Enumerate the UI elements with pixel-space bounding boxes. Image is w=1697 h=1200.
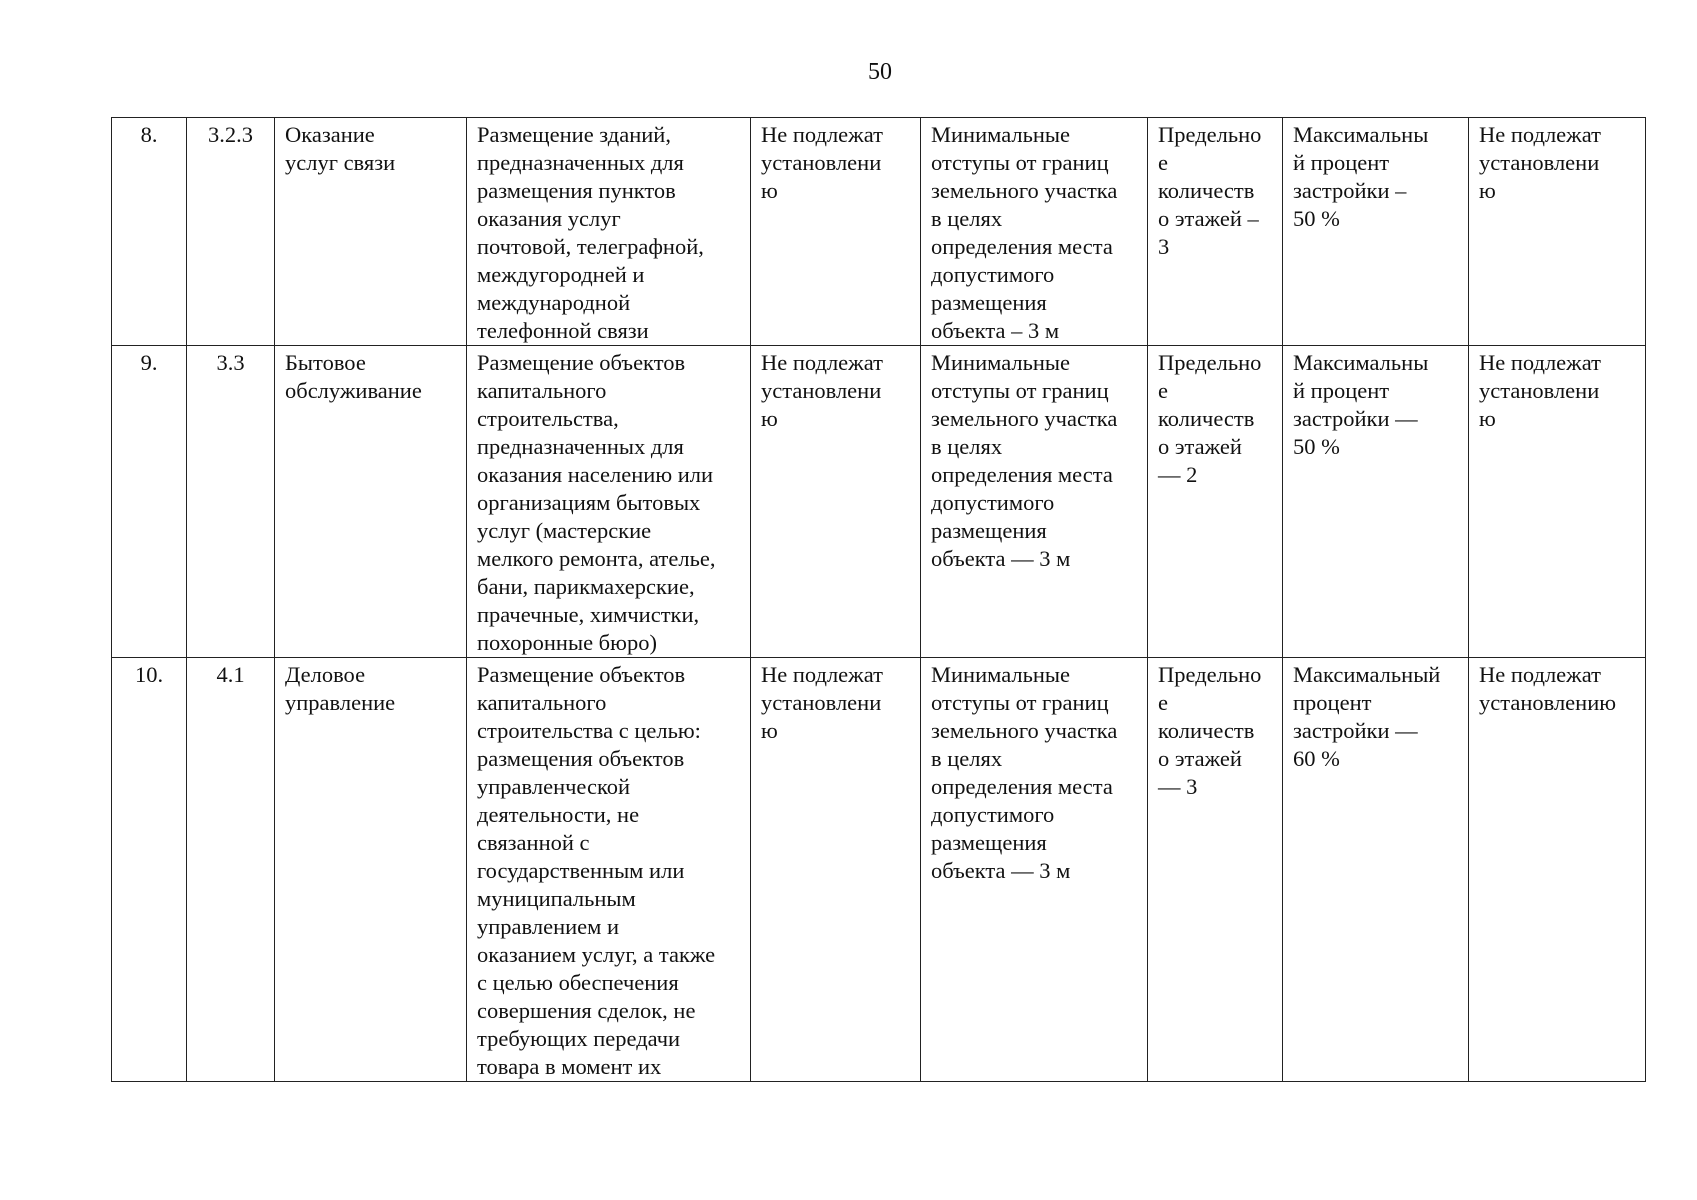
cell-number: 9. (112, 346, 187, 658)
zoning-regulations-table (111, 117, 1646, 1082)
cell-floors: Предельно е количеств о этажей — 2 (1148, 346, 1283, 658)
table-row (112, 658, 1646, 1082)
cell-setbacks: Минимальные отступы от границ земельного участка в целях определения места допустимого размещения объекта – 3 м (921, 118, 1148, 346)
cell-code: 4.1 (187, 658, 275, 1082)
cell-description: Размещение объектов капитального строительства с целью: размещения объектов управленческой деятельности, не связанной с государственным или муниципальным управлением и оказанием услуг, а также с целью обеспечения совершения сделок, не требующих передачи товара в момент их (467, 658, 751, 1082)
cell-coverage: Максимальны й процент застройки — 50 % (1283, 346, 1469, 658)
cell-setbacks: Минимальные отступы от границ земельного участка в целях определения места допустимого размещения объекта — 3 м (921, 346, 1148, 658)
cell-not-established: Не подлежат установлени ю (1469, 118, 1646, 346)
cell-description: Размещение зданий, предназначенных для размещения пунктов оказания услуг почтовой, телеграфной, междугородней и международной телефонной связи (467, 118, 751, 346)
page-number: 50 (868, 59, 892, 85)
cell-code: 3.3 (187, 346, 275, 658)
cell-not-established: Не подлежат установлени ю (751, 118, 921, 346)
cell-use-name: Деловое управление (275, 658, 467, 1082)
cell-setbacks: Минимальные отступы от границ земельного участка в целях определения места допустимого размещения объекта — 3 м (921, 658, 1148, 1082)
cell-not-established: Не подлежат установлени ю (1469, 346, 1646, 658)
cell-not-established: Не подлежат установлени ю (751, 346, 921, 658)
cell-use-name: Оказание услуг связи (275, 118, 467, 346)
cell-code: 3.2.3 (187, 118, 275, 346)
cell-number: 10. (112, 658, 187, 1082)
cell-description: Размещение объектов капитального строительства, предназначенных для оказания населению или организациям бытовых услуг (мастерские мелкого ремонта, ателье, бани, парикмахерские, прачечные, химчистки, похоронные бюро) (467, 346, 751, 658)
cell-number: 8. (112, 118, 187, 346)
cell-floors: Предельно е количеств о этажей – 3 (1148, 118, 1283, 346)
cell-not-established: Не подлежат установлению (1469, 658, 1646, 1082)
table-row (112, 346, 1646, 658)
table-row (112, 118, 1646, 346)
cell-not-established: Не подлежат установлени ю (751, 658, 921, 1082)
cell-coverage: Максимальный процент застройки — 60 % (1283, 658, 1469, 1082)
cell-coverage: Максимальны й процент застройки – 50 % (1283, 118, 1469, 346)
cell-use-name: Бытовое обслуживание (275, 346, 467, 658)
cell-floors: Предельно е количеств о этажей — 3 (1148, 658, 1283, 1082)
